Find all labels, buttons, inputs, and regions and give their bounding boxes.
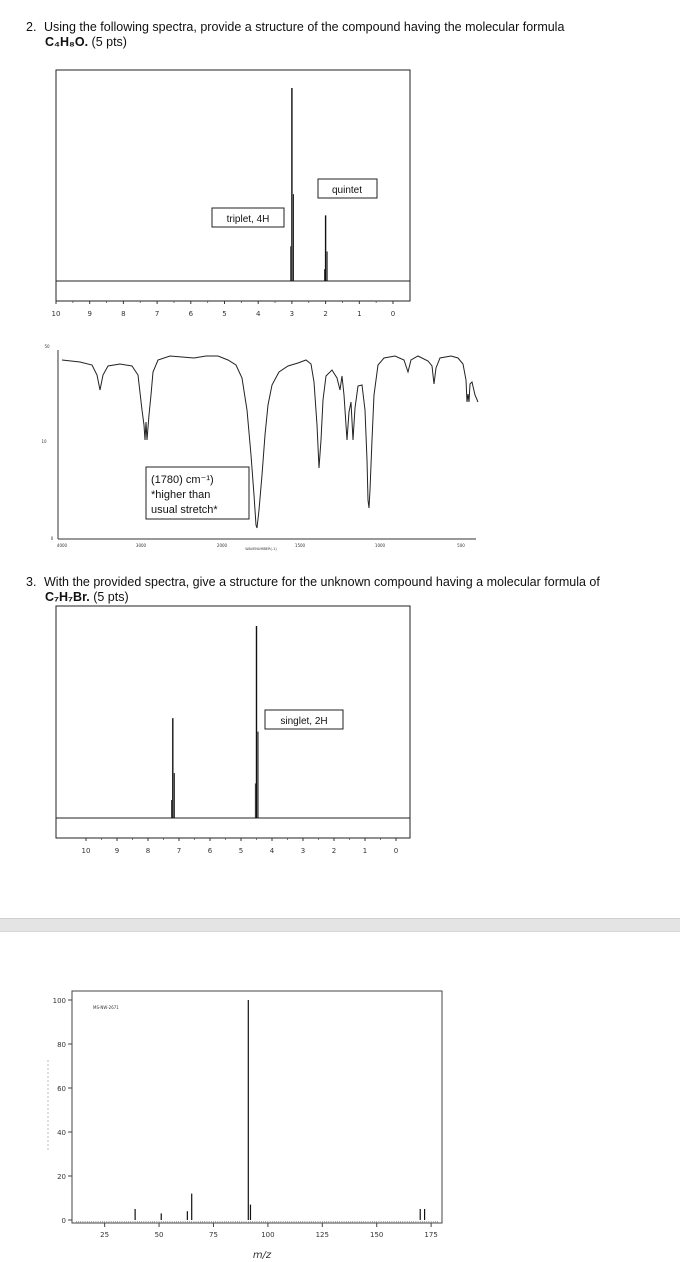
- nmr-tick-label: 4: [269, 847, 275, 855]
- nmr-tick-label: 4: [255, 310, 261, 318]
- ms-y-tick-label: 80: [57, 1041, 66, 1049]
- ms-x-ticks: [76, 1221, 437, 1239]
- ms-y-ticks: [53, 997, 72, 1225]
- ir-y-tick: 50: [44, 344, 50, 349]
- nmr-tick-label: 6: [207, 847, 213, 855]
- nmr-tick-label: 1: [362, 847, 368, 855]
- ir-x-tick: 1000: [374, 543, 386, 548]
- nmr-tick-label: 1: [357, 310, 362, 318]
- nmr-tick-label: 9: [114, 847, 120, 855]
- ir-annotation-line2: *higher than: [151, 489, 211, 501]
- ms-y-tick-label: 20: [57, 1173, 66, 1181]
- nmr2-frame: [56, 606, 410, 838]
- ir-x-tick: 2000: [216, 543, 228, 548]
- ir-y-tick: 0: [50, 536, 54, 541]
- ms-x-tick-label: 125: [315, 1231, 329, 1239]
- nmr-tick-label: 10: [81, 847, 91, 855]
- question-2-text: Using the following spectra, provide a structure of the compound having the molecular formula: [44, 20, 565, 34]
- nmr1-quintet-label: quintet: [331, 185, 363, 196]
- ir-x-tick: 1500: [294, 543, 306, 548]
- ms-frame: [72, 991, 442, 1223]
- nmr-tick-label: 3: [289, 310, 295, 318]
- nmr-tick-label: 0: [393, 847, 399, 855]
- ir-x-axis-label: WAVENUMBER(-1): [245, 547, 277, 551]
- nmr-tick-label: 7: [154, 310, 160, 318]
- ir-x-tick: 4000: [56, 543, 68, 548]
- nmr-tick-label: 8: [145, 847, 151, 855]
- ms-x-tick-label: 50: [154, 1231, 164, 1239]
- ms-peaks: [135, 1000, 424, 1220]
- ms-y-tick-label: 60: [57, 1085, 66, 1093]
- ms-x-tick-label: 25: [100, 1231, 110, 1239]
- nmr-tick-label: 9: [87, 310, 92, 318]
- nmr-tick-label: 5: [238, 847, 244, 855]
- nmr-tick-label: 6: [188, 310, 194, 318]
- ir-y-tick: 10: [41, 439, 47, 444]
- question-3-points: (5 pts): [93, 590, 129, 604]
- ir-x-tick: 3000: [135, 543, 147, 548]
- question-2-number: 2.: [26, 20, 37, 34]
- ir-annotation-line1: (1780) cm⁻¹): [151, 474, 214, 486]
- nmr-spectrum-1: [52, 70, 410, 318]
- nmr1-triplet-label: triplet, 4H: [226, 214, 270, 225]
- ms-y-tick-label: 0: [61, 1217, 66, 1225]
- ir-trace: [62, 356, 478, 528]
- nmr1-ticks: [52, 301, 396, 318]
- nmr-tick-label: 8: [121, 310, 126, 318]
- nmr2-ticks: [82, 838, 399, 855]
- question-2-points: (5 pts): [91, 35, 127, 49]
- nmr2-singlet-label: singlet, 2H: [280, 716, 328, 727]
- question-3-formula: C₇H₇Br.: [45, 590, 90, 604]
- mass-spectrum: [48, 991, 442, 1261]
- nmr-tick-label: 2: [331, 847, 337, 855]
- nmr-tick-label: 7: [176, 847, 182, 855]
- ir-spectrum: [41, 344, 478, 551]
- ms-x-tick-label: 175: [424, 1231, 438, 1239]
- ms-x-tick-label: 150: [370, 1231, 384, 1239]
- nmr-tick-label: 5: [222, 310, 227, 318]
- question-2-formula: C₄H₈O.: [45, 35, 89, 49]
- nmr-tick-label: 10: [51, 310, 61, 318]
- nmr-tick-label: 0: [390, 310, 396, 318]
- ms-x-label: m/z: [252, 1250, 272, 1261]
- ms-y-tick-label: 40: [57, 1129, 66, 1137]
- nmr-spectrum-2: [56, 606, 410, 855]
- ms-title-code: MS-NW-2671: [93, 1005, 119, 1010]
- ir-annotation-line3: usual stretch*: [151, 504, 218, 516]
- ms-y-tick-label: 100: [52, 997, 66, 1005]
- question-3-number: 3.: [26, 575, 37, 589]
- ms-x-tick-label: 100: [261, 1231, 275, 1239]
- question-3-text: With the provided spectra, give a structure for the unknown compound having a molecular formula of: [44, 575, 600, 589]
- ms-x-tick-label: 75: [209, 1231, 218, 1239]
- ir-x-tick: 500: [457, 543, 465, 548]
- nmr-tick-label: 3: [300, 847, 306, 855]
- nmr2-peaks: [172, 626, 258, 818]
- nmr-tick-label: 2: [323, 310, 328, 318]
